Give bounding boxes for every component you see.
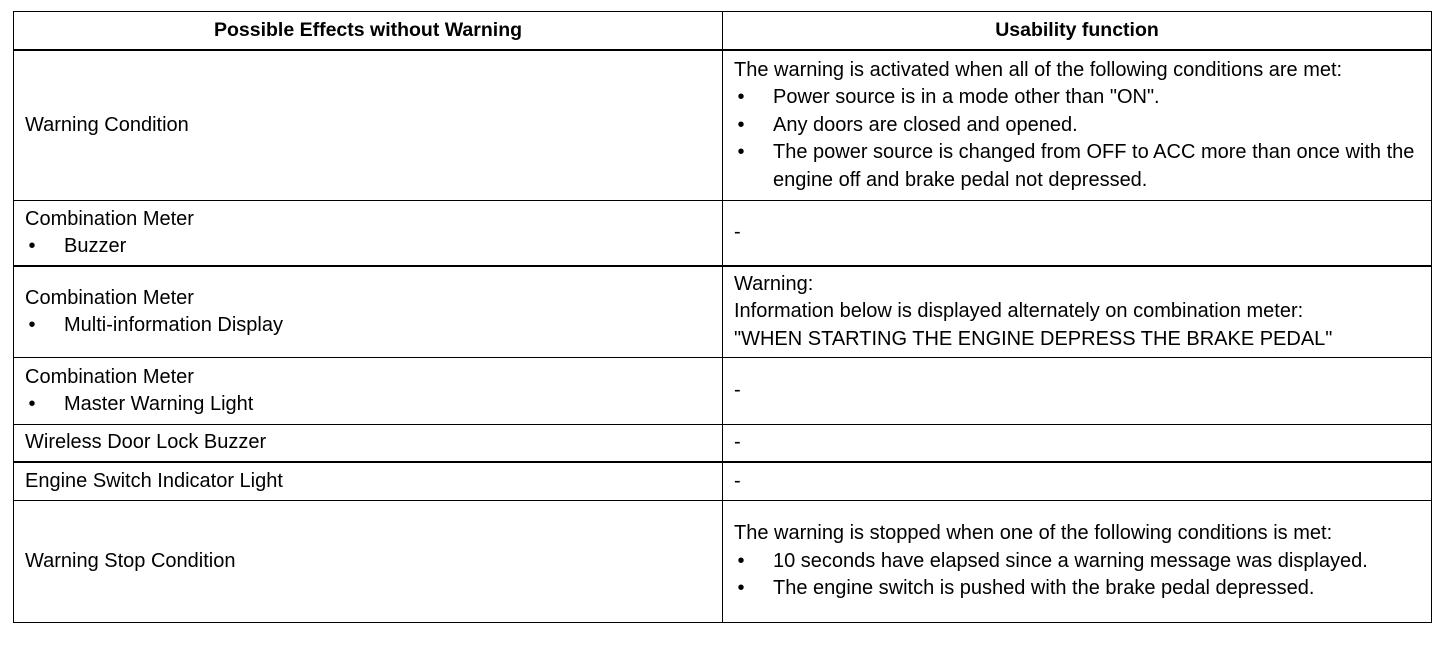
function-cell (723, 462, 1432, 501)
effect-title: Engine Switch Indicator Light (25, 469, 283, 492)
effect-sub-item: Master Warning Light (64, 393, 254, 415)
effect-cell (14, 462, 723, 501)
list-item (25, 233, 711, 261)
effect-cell (14, 266, 723, 358)
effect-cell (14, 425, 723, 463)
table-row (14, 266, 1432, 358)
table-row (14, 201, 1432, 267)
table-header-row (14, 12, 1432, 51)
effect-title: Wireless Door Lock Buzzer (25, 431, 267, 454)
effect-cell (14, 50, 723, 201)
header-usability-function: Usability function (723, 12, 1432, 51)
list-item (734, 139, 1420, 194)
function-lead: The warning is activated when all of the following conditions are met: (734, 58, 1343, 81)
condition-text: Power source is in a mode other than "ON". (773, 86, 1160, 109)
function-line: Information below is displayed alternately on combination meter: (734, 300, 1304, 323)
list-item (734, 84, 1420, 112)
list-item (734, 548, 1420, 576)
effect-title: Combination Meter (25, 286, 194, 309)
effect-title: Combination Meter (25, 207, 194, 230)
condition-text: The engine switch is pushed with the brake pedal depressed. (773, 577, 1315, 600)
condition-text: 10 seconds have elapsed since a warning message was displayed. (773, 549, 1368, 572)
list-item (25, 312, 711, 340)
effect-sub-item: Buzzer (64, 235, 127, 257)
effect-sub-item: Multi-information Display (64, 314, 283, 336)
function-lead: The warning is stopped when one of the following conditions is met: (734, 522, 1333, 545)
function-cell (723, 425, 1432, 463)
effect-title: Warning Stop Condition (25, 549, 236, 572)
effect-title: Combination Meter (25, 365, 194, 388)
bullet-icon: • (28, 314, 36, 336)
bullet-icon: • (737, 141, 745, 164)
bullet-icon: • (737, 549, 745, 572)
function-cell (723, 266, 1432, 358)
effect-sub-list (25, 391, 711, 419)
header-possible-effects: Possible Effects without Warning (14, 12, 723, 51)
function-cell (723, 501, 1432, 623)
table-row (14, 50, 1432, 201)
list-item (734, 112, 1420, 140)
bullet-icon: • (28, 393, 36, 415)
effect-sub-list (25, 233, 711, 261)
bullet-icon: • (737, 577, 745, 600)
effect-cell (14, 358, 723, 425)
condition-text: The power source is changed from OFF to ACC more than once with the engine off and brake pedal not depressed. (773, 141, 1415, 191)
bullet-icon: • (737, 113, 745, 136)
table-row (14, 462, 1432, 501)
condition-list (734, 548, 1420, 603)
function-text: - (734, 431, 741, 454)
effect-sub-list (25, 312, 711, 340)
function-cell (723, 201, 1432, 267)
table-row (14, 501, 1432, 623)
effect-cell (14, 201, 723, 267)
table-row (14, 358, 1432, 425)
function-cell (723, 358, 1432, 425)
list-item (734, 575, 1420, 603)
effect-cell (14, 501, 723, 623)
function-line: Warning: (734, 272, 814, 295)
list-item (25, 391, 711, 419)
effect-title: Warning Condition (25, 113, 189, 136)
bullet-icon: • (737, 86, 745, 109)
condition-list (734, 84, 1420, 194)
table-row (14, 425, 1432, 463)
function-text: - (734, 221, 741, 244)
function-text: - (734, 469, 741, 492)
condition-text: Any doors are closed and opened. (773, 113, 1078, 136)
warning-spec-table (13, 11, 1432, 623)
function-text: - (734, 379, 741, 402)
function-line: "WHEN STARTING THE ENGINE DEPRESS THE BRAKE PEDAL" (734, 327, 1333, 350)
function-cell (723, 50, 1432, 201)
bullet-icon: • (28, 235, 36, 257)
